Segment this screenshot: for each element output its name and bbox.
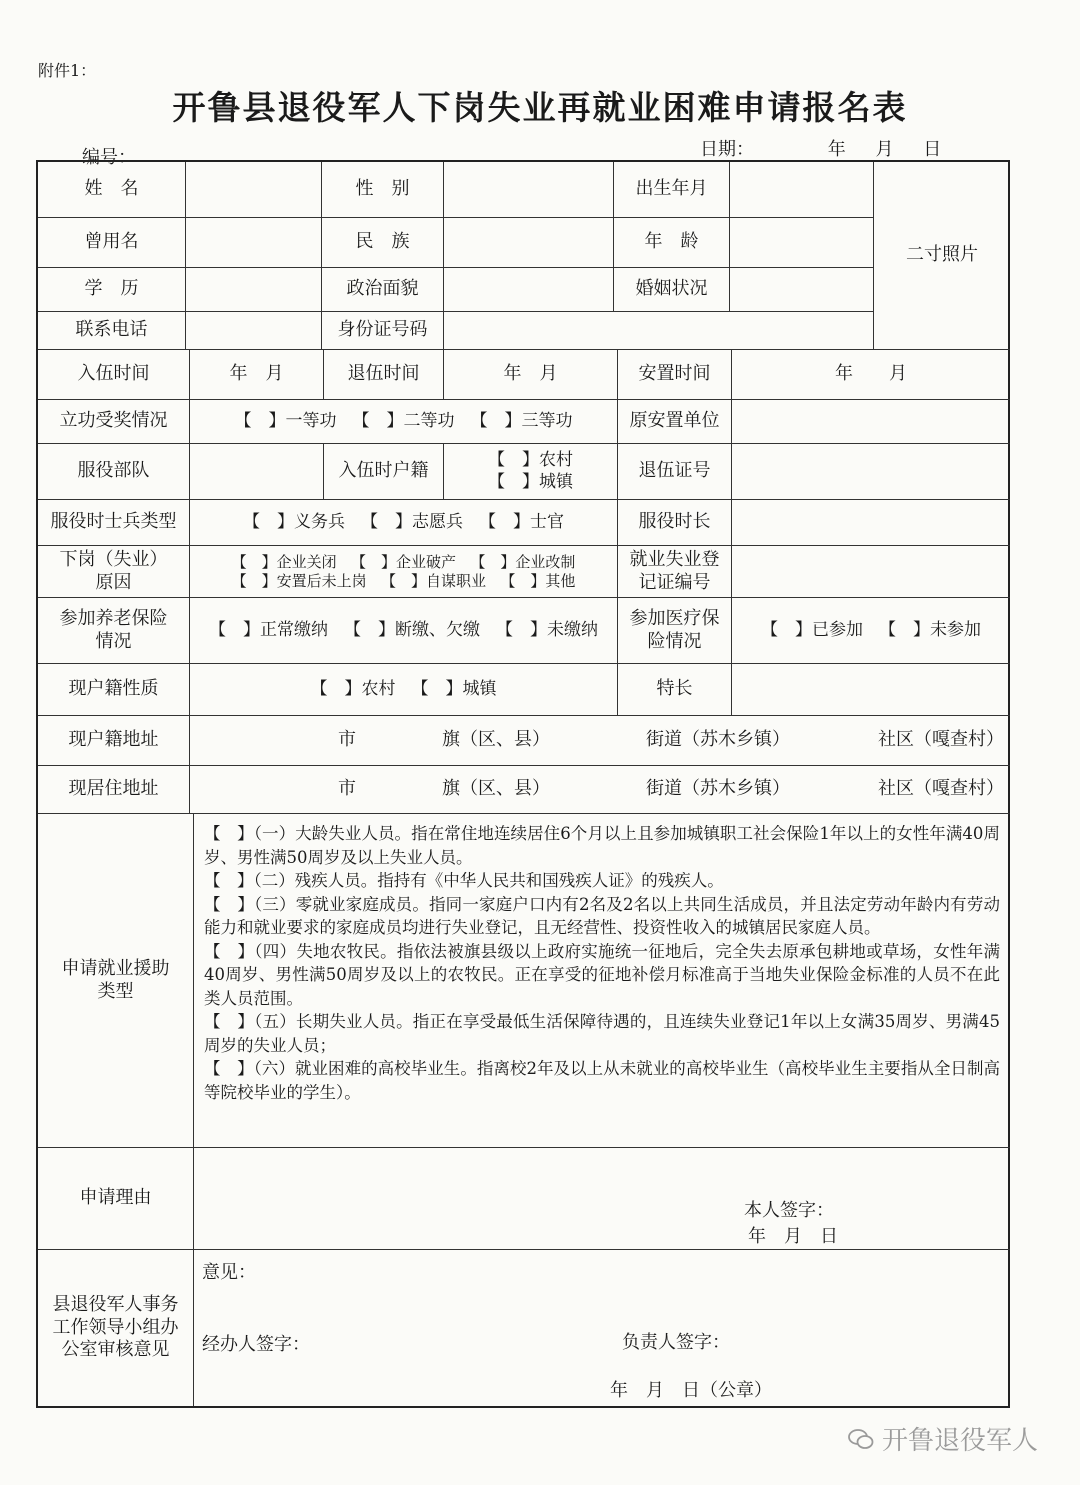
residence-address-label: 现居住地址 [38, 766, 190, 814]
leader-signature-label: 负责人签字： [622, 1332, 730, 1353]
household-type-label: 现户籍性质 [38, 664, 190, 716]
age-label: 年 龄 [614, 218, 730, 268]
wechat-icon [848, 1428, 874, 1450]
date-month: 月 [875, 139, 894, 160]
residence-address-city: 市 [338, 778, 356, 800]
award-first-class-checkbox[interactable]: 【 】一等功 [234, 410, 337, 431]
placement-label: 安置时间 [618, 350, 732, 400]
enlist-label: 入伍时间 [38, 350, 190, 400]
cert-field[interactable] [732, 444, 1010, 500]
medical-label [618, 598, 732, 664]
household-type-rural-checkbox[interactable]: 【 】农村 [310, 678, 396, 699]
volunteer-checkbox[interactable]: 【 】志愿兵 [361, 511, 463, 532]
date-label: 日期： [700, 139, 754, 160]
medical-options [732, 598, 1010, 664]
layoff-reason-label [38, 546, 190, 598]
birth-label: 出生年月 [614, 162, 730, 218]
review-label-line3: 公室审核意见 [61, 1339, 170, 1361]
household-address-community: 社区（嘎查村） [878, 729, 1004, 751]
gender-label: 性 别 [322, 162, 444, 218]
residence-address-community: 社区（嘎查村） [878, 778, 1004, 800]
nco-checkbox[interactable]: 【 】士官 [479, 511, 564, 532]
unit-label: 服役部队 [38, 444, 190, 500]
ethnicity-label: 民 族 [322, 218, 444, 268]
household-label: 入伍时户籍 [324, 444, 444, 500]
review-label-line2: 工作领导小组办 [52, 1316, 179, 1338]
soldier-type-options [190, 500, 618, 546]
marital-label: 婚姻状况 [614, 268, 730, 312]
watermark [848, 1420, 1038, 1457]
age-field[interactable] [730, 218, 874, 268]
date-line [700, 135, 965, 161]
layoff-reason-label-line2: 原因 [95, 571, 132, 593]
reason-label: 申请理由 [38, 1148, 194, 1250]
former-name-field[interactable] [186, 218, 322, 268]
layoff-reason-options [190, 546, 618, 598]
award-options [190, 400, 618, 444]
gender-field[interactable] [444, 162, 614, 218]
household-address-county: 旗（区、县） [442, 729, 550, 751]
skill-field[interactable] [732, 664, 1010, 716]
not-employed-after-placement-checkbox[interactable]: 【 】安置后未上岗 [231, 571, 367, 590]
review-opinion-label: 意见： [202, 1262, 256, 1283]
orig-unit-field[interactable] [732, 400, 1010, 444]
award-second-class-checkbox[interactable]: 【 】二等功 [352, 410, 455, 431]
applicant-signature-date: 年 月 日 [748, 1226, 838, 1247]
household-urban-checkbox[interactable]: 【 】城镇 [488, 471, 573, 492]
enterprise-restructured-checkbox[interactable]: 【 】企业改制 [470, 552, 576, 571]
marital-field[interactable] [730, 268, 874, 312]
assist-type-item[interactable]: 【 】（四）失地农牧民。指依法被旗县级以上政府实施统一征地后，完全失去原承包耕地或草场，女性年满40周岁、男性满50周岁及以上的农牧民。正在享受的征地补偿月标准高于当地失业保险金标准的人员不在此类人员范围。 [204, 941, 1000, 1008]
reason-field[interactable] [194, 1148, 1010, 1250]
medical-label-line2: 险情况 [647, 630, 702, 652]
medical-joined-checkbox[interactable]: 【 】已参加 [761, 619, 863, 640]
ethnicity-field[interactable] [444, 218, 614, 268]
assist-type-item[interactable]: 【 】（五）长期失业人员。指正在享受最低生活保障待遇的，且连续失业登记1年以上女满35周岁、男满45周岁的失业人员； [204, 1012, 1000, 1055]
self-employed-checkbox[interactable]: 【 】自谋职业 [380, 571, 486, 590]
assist-type-item[interactable]: 【 】（六）就业困难的高校毕业生。指离校2年及以上从未就业的高校毕业生（高校毕业生主要指从全日制高等院校毕业的学生）。 [204, 1059, 1000, 1102]
date-day: 日 [923, 139, 942, 160]
unemployment-reg-label [618, 546, 732, 598]
assist-type-item[interactable]: 【 】（一）大龄失业人员。指在常住地连续居住6个月以上且参加城镇职工社会保险1年以上的女性年满40周岁、男性满50周岁及以上失业人员。 [204, 824, 1000, 867]
household-address-city: 市 [338, 729, 356, 751]
application-form [36, 160, 1010, 1408]
assist-type-list [194, 814, 1010, 1146]
pension-options [190, 598, 618, 664]
soldier-type-label: 服役时士兵类型 [38, 500, 190, 546]
enlist-field[interactable]: 年 月 [190, 350, 324, 400]
pension-none-checkbox[interactable]: 【 】未缴纳 [496, 619, 598, 640]
date-year: 年 [827, 139, 846, 160]
household-address-field[interactable] [190, 716, 1010, 766]
household-type-urban-checkbox[interactable]: 【 】城镇 [411, 678, 497, 699]
pension-arrears-checkbox[interactable]: 【 】断缴、欠缴 [344, 619, 480, 640]
phone-field[interactable] [186, 312, 322, 350]
household-address-label: 现户籍地址 [38, 716, 190, 766]
award-third-class-checkbox[interactable]: 【 】三等功 [470, 410, 573, 431]
form-title: 开鲁县退役军人下岗失业再就业困难申请报名表 [172, 88, 908, 127]
pension-label-line2: 情况 [95, 630, 132, 652]
enterprise-closed-checkbox[interactable]: 【 】企业关闭 [231, 552, 337, 571]
name-label: 姓 名 [38, 162, 186, 218]
skill-label: 特长 [618, 664, 732, 716]
residence-address-street: 街道（苏木乡镇） [646, 778, 790, 800]
applicant-signature-label: 本人签字： [744, 1200, 834, 1221]
household-address-street: 街道（苏木乡镇） [646, 729, 790, 751]
household-options [444, 444, 618, 500]
former-name-label: 曾用名 [38, 218, 186, 268]
medical-not-joined-checkbox[interactable]: 【 】未参加 [879, 619, 981, 640]
orig-unit-label: 原安置单位 [618, 400, 732, 444]
residence-address-county: 旗（区、县） [442, 778, 550, 800]
education-field[interactable] [186, 268, 322, 312]
education-label: 学 历 [38, 268, 186, 312]
id-number-field[interactable] [444, 312, 874, 350]
award-label: 立功受奖情况 [38, 400, 190, 444]
review-date-stamp: 年 月 日（公章） [610, 1380, 772, 1401]
political-field[interactable] [444, 268, 614, 312]
watermark-text: 开鲁退役军人 [882, 1426, 1039, 1456]
assist-type-item[interactable]: 【 】（三）零就业家庭成员。指同一家庭户口内有2名及2名以上共同生活成员，并且法定劳动年龄内有劳动能力和就业要求的家庭成员均进行失业登记，且无经营性、投资性收入的城镇居民家庭人员。 [204, 894, 1000, 937]
political-label: 政治面貌 [322, 268, 444, 312]
phone-label: 联系电话 [38, 312, 186, 350]
assist-type-label-line2: 类型 [97, 980, 134, 1002]
date-fields [828, 139, 965, 160]
duration-field[interactable] [732, 500, 1010, 546]
cert-label: 退伍证号 [618, 444, 732, 500]
unemployment-reg-label-line2: 记证编号 [638, 571, 711, 593]
id-number-label: 身份证号码 [322, 312, 444, 350]
number-label: 编号： [82, 147, 136, 168]
household-type-options [190, 664, 618, 716]
unit-field[interactable] [190, 444, 324, 500]
layoff-reason-label-line1: 下岗（失业） [59, 549, 168, 570]
pension-normal-checkbox[interactable]: 【 】正常缴纳 [209, 619, 328, 640]
birth-field[interactable] [730, 162, 874, 218]
assist-type-label [38, 814, 194, 1148]
unemployment-reg-label-line1: 就业失业登 [629, 549, 720, 570]
pension-label-line1: 参加养老保险 [59, 608, 168, 629]
discharge-label: 退伍时间 [324, 350, 444, 400]
discharge-field[interactable]: 年 月 [444, 350, 618, 400]
enterprise-bankrupt-checkbox[interactable]: 【 】企业破产 [350, 552, 456, 571]
name-field[interactable] [186, 162, 322, 218]
conscript-checkbox[interactable]: 【 】义务兵 [243, 511, 345, 532]
medical-label-line1: 参加医疗保 [629, 608, 720, 629]
handler-signature-label: 经办人签字： [202, 1334, 310, 1355]
duration-label: 服役时长 [618, 500, 732, 546]
review-label-line1: 县退役军人事务 [52, 1294, 179, 1316]
review-label [38, 1250, 194, 1406]
placement-field[interactable]: 年 月 [732, 350, 1010, 400]
pension-label [38, 598, 190, 664]
other-reason-checkbox[interactable]: 【 】其他 [500, 571, 576, 590]
household-rural-checkbox[interactable]: 【 】农村 [488, 450, 573, 471]
assist-type-item[interactable]: 【 】（二）残疾人员。指持有《中华人民共和国残疾人证》的残疾人。 [204, 871, 724, 890]
review-field[interactable] [194, 1250, 1010, 1406]
photo-box: 二寸照片 [874, 162, 1010, 350]
unemployment-reg-field[interactable] [732, 546, 1010, 598]
attachment-label: 附件1： [38, 61, 97, 80]
assist-type-label-line1: 申请就业援助 [61, 958, 170, 979]
residence-address-field[interactable] [190, 766, 1010, 814]
